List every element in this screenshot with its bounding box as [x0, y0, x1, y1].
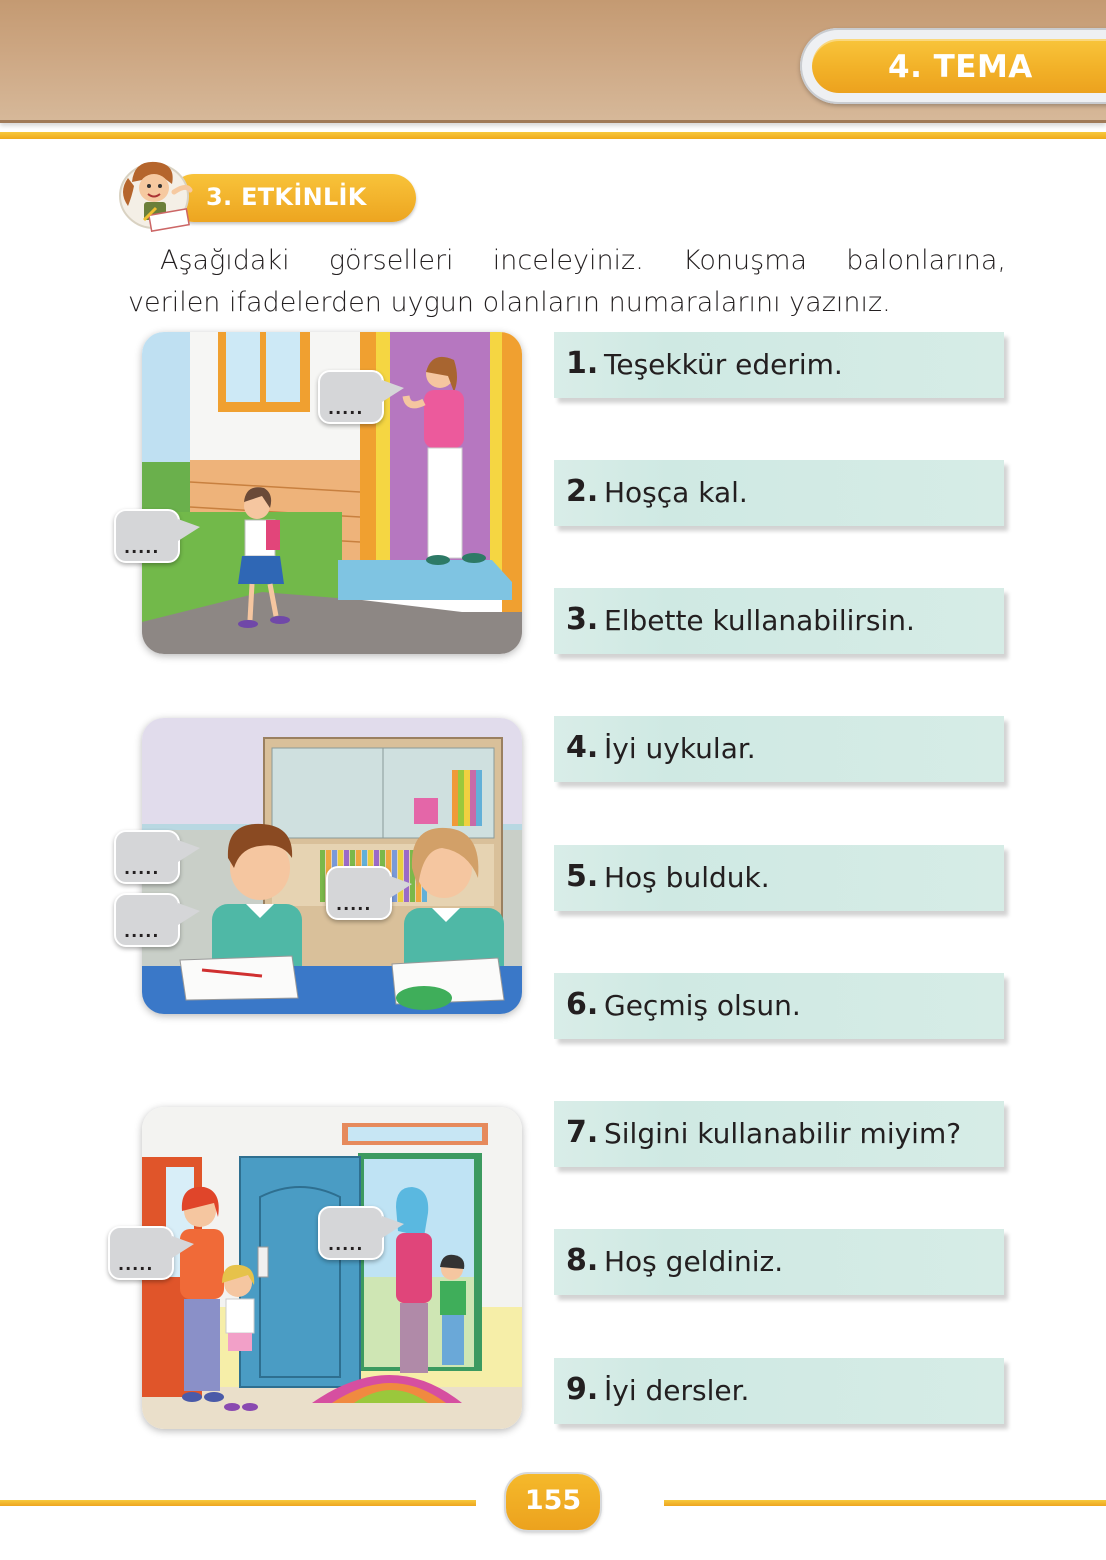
phrase-item-5: 5. Hoş bulduk.: [554, 845, 1004, 911]
speech-bubble-girl[interactable]: .....: [114, 509, 180, 563]
scene-classroom-illustration: [142, 718, 522, 1014]
instructions-line-1: Aşağıdaki görselleri inceleyiniz. Konuşma balonlarına,: [160, 245, 1006, 276]
phrase-item-9: 9. İyi dersler.: [554, 1358, 1004, 1424]
header-divider: [0, 132, 1106, 139]
footer-divider-right: [664, 1500, 1106, 1506]
activity-badge: [170, 174, 416, 222]
theme-badge: [800, 28, 1106, 104]
mascot-girl-icon: [114, 152, 200, 232]
speech-bubble-guest[interactable]: .....: [318, 1206, 384, 1260]
phrase-item-3: 3. Elbette kullanabilirsin.: [554, 588, 1004, 654]
phrase-item-7: 7. Silgini kullanabilir miyim?: [554, 1101, 1004, 1167]
speech-bubble-girl-desk[interactable]: .....: [326, 866, 392, 920]
phrase-item-8: 8. Hoş geldiniz.: [554, 1229, 1004, 1295]
activity-title: 3. ETKİNLİK: [206, 183, 367, 211]
phrase-item-2: 2. Hoşça kal.: [554, 460, 1004, 526]
speech-bubble-boy-1[interactable]: .....: [114, 830, 180, 884]
page-number-badge: [506, 1474, 600, 1530]
scene-welcoming-guests: [142, 1107, 522, 1429]
theme-label: 4. TEMA: [888, 49, 1033, 85]
phrase-item-6: 6. Geçmiş olsun.: [554, 973, 1004, 1039]
instructions-line-2: verilen ifadelerden uygun olanların numaralarını yazınız.: [128, 287, 891, 318]
scene-welcoming-illustration: [142, 1107, 522, 1429]
phrase-item-1: 1. Teşekkür ederim.: [554, 332, 1004, 398]
scene-classroom-desk: [142, 718, 522, 1014]
instructions: [128, 240, 1006, 324]
page-number: 155: [524, 1485, 582, 1516]
speech-bubble-mother[interactable]: .....: [318, 370, 384, 424]
speech-bubble-host[interactable]: .....: [108, 1226, 174, 1280]
speech-bubble-boy-2[interactable]: .....: [114, 893, 180, 947]
phrase-item-4: 4. İyi uykular.: [554, 716, 1004, 782]
footer-divider-left: [0, 1500, 476, 1506]
